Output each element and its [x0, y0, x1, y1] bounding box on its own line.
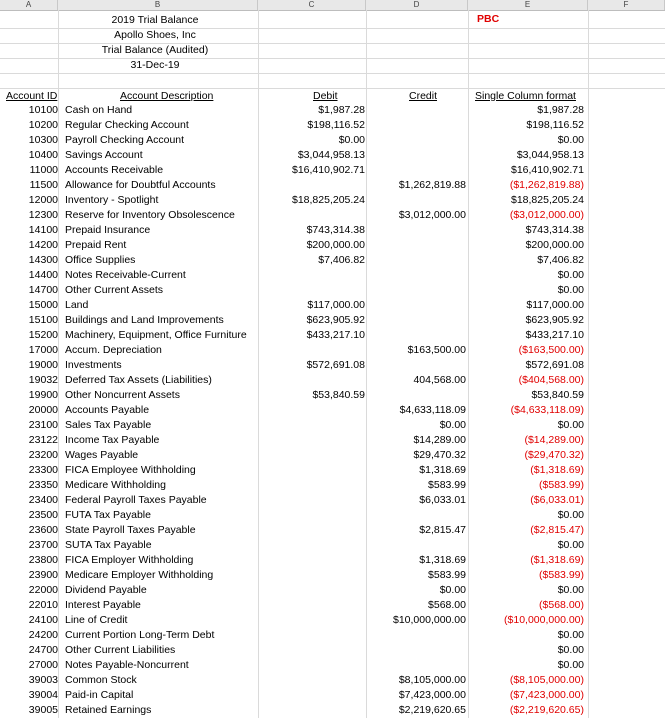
account-id-cell[interactable]: 39005 [28, 704, 58, 716]
debit-cell[interactable] [258, 178, 365, 193]
credit-cell[interactable]: 404,568.00 [413, 374, 466, 386]
table-row [0, 313, 665, 328]
column-header-f[interactable]: F [588, 0, 665, 10]
account-id-cell[interactable]: 10100 [28, 104, 58, 116]
table-row [0, 613, 665, 628]
account-id-cell[interactable]: 22000 [28, 584, 58, 596]
table-row [0, 328, 665, 343]
table-row [0, 403, 665, 418]
account-description-cell[interactable]: Sales Tax Payable [65, 419, 152, 431]
debit-cell[interactable]: $623,905.92 [306, 314, 365, 326]
report-title[interactable]: 2019 Trial Balance [111, 14, 199, 26]
account-description-cell[interactable]: Federal Payroll Taxes Payable [65, 494, 207, 506]
account-id-cell[interactable]: 23600 [28, 524, 58, 536]
debit-cell[interactable]: $572,691.08 [306, 359, 365, 371]
credit-cell[interactable] [366, 643, 466, 658]
single-column-cell[interactable]: ($4,633,118.09) [510, 404, 584, 416]
account-description-cell[interactable]: Current Portion Long-Term Debt [65, 629, 215, 641]
debit-cell[interactable] [258, 373, 365, 388]
single-column-cell[interactable]: ($1,262,819.88) [509, 179, 584, 191]
credit-cell[interactable]: $8,105,000.00 [398, 674, 466, 686]
credit-cell[interactable]: $583.99 [428, 479, 466, 491]
credit-cell[interactable]: $163,500.00 [407, 344, 466, 356]
account-description-cell[interactable]: Accounts Receivable [65, 164, 164, 176]
table-row [0, 568, 665, 583]
credit-cell[interactable]: $4,633,118.09 [399, 404, 466, 416]
debit-cell[interactable] [258, 643, 365, 658]
debit-cell[interactable] [258, 283, 365, 298]
table-row [0, 358, 665, 373]
account-description-cell[interactable]: Deferred Tax Assets (Liabilities) [65, 374, 212, 386]
credit-cell[interactable] [366, 118, 466, 133]
table-row [0, 133, 665, 148]
table-row [0, 658, 665, 673]
table-row [0, 538, 665, 553]
account-description-cell[interactable]: Other Noncurrent Assets [65, 389, 180, 401]
table-row [0, 688, 665, 703]
credit-cell[interactable]: $1,262,819.88 [398, 179, 466, 191]
account-description-cell[interactable]: Prepaid Insurance [65, 224, 151, 236]
table-row [0, 523, 665, 538]
account-description-cell[interactable]: Accounts Payable [65, 404, 150, 416]
table-row [0, 493, 665, 508]
table-row [0, 643, 665, 658]
debit-cell[interactable]: $16,410,902.71 [292, 164, 365, 176]
header-account-id[interactable]: Account ID [6, 90, 58, 102]
single-column-cell[interactable]: ($163,500.00) [518, 344, 584, 356]
debit-cell[interactable] [258, 553, 365, 568]
debit-cell[interactable]: $200,000.00 [306, 239, 365, 251]
account-description-cell[interactable]: Wages Payable [65, 449, 139, 461]
single-column-cell[interactable]: ($10,000,000.00) [504, 614, 584, 626]
account-description-cell[interactable]: Prepaid Rent [65, 239, 127, 251]
account-description-cell[interactable]: Notes Payable-Noncurrent [65, 659, 189, 671]
credit-cell[interactable] [366, 148, 466, 163]
table-row [0, 463, 665, 478]
credit-cell[interactable]: $14,289.00 [413, 434, 466, 446]
single-column-cell[interactable]: $0.00 [557, 584, 584, 596]
table-row [0, 103, 665, 118]
single-column-cell[interactable]: ($583.99) [539, 479, 584, 491]
debit-cell[interactable] [258, 538, 365, 553]
credit-cell[interactable] [366, 103, 466, 118]
single-column-cell[interactable]: ($583.99) [539, 569, 584, 581]
credit-cell[interactable] [366, 238, 466, 253]
table-row [0, 583, 665, 598]
account-description-cell[interactable]: Allowance for Doubtful Accounts [65, 179, 216, 191]
debit-cell[interactable] [258, 703, 365, 718]
debit-cell[interactable]: $53,840.59 [312, 389, 365, 401]
credit-cell[interactable]: $1,318.69 [419, 464, 466, 476]
debit-cell[interactable] [258, 508, 365, 523]
account-id-cell[interactable]: 10400 [28, 149, 58, 161]
account-id-cell[interactable]: 23900 [28, 569, 58, 581]
debit-cell[interactable] [258, 613, 365, 628]
account-description-cell[interactable]: Medicare Withholding [65, 479, 166, 491]
account-description-cell[interactable]: Payroll Checking Account [65, 134, 185, 146]
single-column-cell[interactable]: $0.00 [557, 269, 584, 281]
debit-cell[interactable] [258, 403, 365, 418]
table-row [0, 478, 665, 493]
account-description-cell[interactable]: Office Supplies [65, 254, 136, 266]
credit-cell[interactable] [366, 313, 466, 328]
debit-cell[interactable] [258, 583, 365, 598]
debit-cell[interactable]: $0.00 [338, 134, 365, 146]
account-id-cell[interactable]: 12300 [28, 209, 58, 221]
table-row [0, 163, 665, 178]
account-description-cell[interactable]: Inventory - Spotlight [65, 194, 159, 206]
account-id-cell[interactable]: 14100 [28, 224, 58, 236]
account-description-cell[interactable]: Other Current Assets [65, 284, 164, 296]
single-column-cell[interactable]: $0.00 [557, 134, 584, 146]
table-row [0, 418, 665, 433]
credit-cell[interactable]: $583.99 [428, 569, 466, 581]
account-id-cell[interactable]: 39004 [28, 689, 58, 701]
header-debit[interactable]: Debit [313, 90, 338, 102]
single-column-cell[interactable]: $53,840.59 [531, 389, 584, 401]
credit-cell[interactable] [366, 508, 466, 523]
debit-cell[interactable]: $198,116.52 [307, 119, 365, 131]
single-column-cell[interactable]: $433,217.10 [525, 329, 584, 341]
credit-cell[interactable]: $568.00 [428, 599, 466, 611]
account-id-cell[interactable]: 23800 [28, 554, 58, 566]
credit-cell[interactable] [366, 658, 466, 673]
debit-cell[interactable] [258, 478, 365, 493]
credit-cell[interactable] [366, 223, 466, 238]
single-column-cell[interactable]: $0.00 [557, 284, 584, 296]
account-id-cell[interactable]: 22010 [28, 599, 58, 611]
account-id-cell[interactable]: 19900 [28, 389, 58, 401]
account-id-cell[interactable]: 10200 [28, 119, 58, 131]
single-column-cell[interactable]: $0.00 [557, 539, 584, 551]
debit-cell[interactable] [258, 463, 365, 478]
table-row [0, 268, 665, 283]
account-description-cell[interactable]: Accum. Depreciation [65, 344, 162, 356]
debit-cell[interactable]: $743,314.38 [306, 224, 365, 236]
header-credit[interactable]: Credit [409, 90, 438, 102]
debit-cell[interactable] [258, 628, 365, 643]
report-date[interactable]: 31-Dec-19 [130, 59, 180, 71]
table-row [0, 208, 665, 223]
credit-cell[interactable] [366, 538, 466, 553]
credit-cell[interactable] [366, 298, 466, 313]
account-id-cell[interactable]: 23350 [28, 479, 58, 491]
credit-cell[interactable] [366, 628, 466, 643]
credit-cell[interactable]: $2,219,620.65 [398, 704, 466, 716]
credit-cell[interactable] [366, 268, 466, 283]
single-column-cell[interactable]: $7,406.82 [537, 254, 584, 266]
debit-cell[interactable] [258, 598, 365, 613]
debit-cell[interactable] [258, 658, 365, 673]
single-column-cell[interactable]: $117,000.00 [526, 299, 584, 311]
single-column-cell[interactable]: $18,825,205.24 [511, 194, 584, 206]
table-row [0, 373, 665, 388]
credit-cell[interactable] [366, 163, 466, 178]
credit-cell[interactable] [366, 328, 466, 343]
account-description-cell[interactable]: FUTA Tax Payable [65, 509, 151, 521]
single-column-cell[interactable]: ($3,012,000.00) [509, 209, 584, 221]
single-column-cell[interactable]: $200,000.00 [525, 239, 584, 251]
table-row [0, 448, 665, 463]
account-id-cell[interactable]: 17000 [28, 344, 58, 356]
account-id-cell[interactable]: 14400 [28, 269, 58, 281]
account-id-cell[interactable]: 23400 [28, 494, 58, 506]
debit-cell[interactable]: $1,987.28 [318, 104, 365, 116]
account-description-cell[interactable]: Land [65, 299, 89, 311]
account-id-cell[interactable]: 15200 [28, 329, 58, 341]
header-single-column[interactable]: Single Column format [475, 90, 576, 102]
table-row [0, 673, 665, 688]
credit-cell[interactable]: $0.00 [439, 584, 466, 596]
account-id-cell[interactable]: 23700 [28, 539, 58, 551]
table-row [0, 193, 665, 208]
table-row [0, 343, 665, 358]
account-id-cell[interactable]: 12000 [28, 194, 58, 206]
debit-cell[interactable] [258, 688, 365, 703]
credit-cell[interactable]: $7,423,000.00 [398, 689, 466, 701]
account-description-cell[interactable]: Common Stock [65, 674, 137, 686]
credit-cell[interactable] [366, 253, 466, 268]
credit-cell[interactable]: $10,000,000.00 [393, 614, 466, 626]
account-description-cell[interactable]: Regular Checking Account [65, 119, 189, 131]
report-subtitle[interactable]: Trial Balance (Audited) [101, 44, 209, 56]
debit-cell[interactable] [258, 208, 365, 223]
debit-cell[interactable]: $18,825,205.24 [292, 194, 365, 206]
column-header-a[interactable]: A [0, 0, 58, 10]
single-column-cell[interactable]: ($6,033.01) [530, 494, 584, 506]
single-column-cell[interactable]: ($7,423,000.00) [509, 689, 584, 701]
credit-cell[interactable] [366, 193, 466, 208]
debit-cell[interactable] [258, 343, 365, 358]
account-id-cell[interactable]: 20000 [28, 404, 58, 416]
debit-cell[interactable] [258, 268, 365, 283]
account-description-cell[interactable]: Retained Earnings [65, 704, 152, 716]
account-description-cell[interactable]: FICA Employee Withholding [65, 464, 196, 476]
column-header-e[interactable]: E [468, 0, 588, 10]
debit-cell[interactable]: $7,406.82 [318, 254, 365, 266]
account-id-cell[interactable]: 15100 [28, 314, 58, 326]
single-column-cell[interactable]: ($1,318.69) [530, 554, 584, 566]
account-description-cell[interactable]: Notes Receivable-Current [65, 269, 186, 281]
debit-cell[interactable]: $3,044,958.13 [297, 149, 365, 161]
single-column-cell[interactable]: $0.00 [557, 509, 584, 521]
column-header-bar [0, 0, 665, 11]
account-id-cell[interactable]: 27000 [28, 659, 58, 671]
account-id-cell[interactable]: 10300 [28, 134, 58, 146]
account-description-cell[interactable]: State Payroll Taxes Payable [65, 524, 196, 536]
account-description-cell[interactable]: Cash on Hand [65, 104, 133, 116]
account-id-cell[interactable]: 11500 [29, 179, 58, 191]
account-description-cell[interactable]: Investments [65, 359, 122, 371]
account-id-cell[interactable]: 14200 [28, 239, 58, 251]
gridline [0, 73, 665, 74]
table-row [0, 553, 665, 568]
account-id-cell[interactable]: 19032 [28, 374, 58, 386]
credit-cell[interactable]: $6,033.01 [419, 494, 466, 506]
debit-cell[interactable] [258, 448, 365, 463]
account-id-cell[interactable]: 23300 [28, 464, 58, 476]
single-column-cell[interactable]: ($29,470.32) [524, 449, 584, 461]
account-description-cell[interactable]: SUTA Tax Payable [65, 539, 152, 551]
account-id-cell[interactable]: 24200 [28, 629, 58, 641]
account-id-cell[interactable]: 39003 [28, 674, 58, 686]
single-column-cell[interactable]: $0.00 [557, 419, 584, 431]
single-column-cell[interactable]: ($14,289.00) [524, 434, 584, 446]
debit-cell[interactable] [258, 493, 365, 508]
account-id-cell[interactable]: 14700 [28, 284, 58, 296]
table-row [0, 628, 665, 643]
credit-cell[interactable]: $2,815.47 [419, 524, 466, 536]
single-column-cell[interactable]: ($404,568.00) [518, 374, 584, 386]
credit-cell[interactable]: $29,470.32 [413, 449, 466, 461]
debit-cell[interactable] [258, 568, 365, 583]
debit-cell[interactable]: $433,217.10 [306, 329, 365, 341]
account-description-cell[interactable]: Income Tax Payable [65, 434, 160, 446]
account-description-cell[interactable]: Reserve for Inventory Obsolescence [65, 209, 235, 221]
account-id-cell[interactable]: 24700 [28, 644, 58, 656]
account-id-cell[interactable]: 14300 [28, 254, 58, 266]
debit-cell[interactable] [258, 673, 365, 688]
debit-cell[interactable]: $117,000.00 [307, 299, 365, 311]
account-id-cell[interactable]: 24100 [28, 614, 58, 626]
pbc-label[interactable]: PBC [477, 13, 500, 25]
account-description-cell[interactable]: Buildings and Land Improvements [65, 314, 224, 326]
table-row [0, 298, 665, 313]
table-row [0, 433, 665, 448]
account-description-cell[interactable]: Machinery, Equipment, Office Furniture [65, 329, 247, 341]
account-description-cell[interactable]: Line of Credit [65, 614, 128, 626]
column-header-b[interactable]: B [58, 0, 258, 10]
table-row [0, 253, 665, 268]
single-column-cell[interactable]: $3,044,958.13 [516, 149, 584, 161]
account-description-cell[interactable]: Dividend Payable [65, 584, 147, 596]
single-column-cell[interactable]: $198,116.52 [526, 119, 584, 131]
credit-cell[interactable]: $3,012,000.00 [398, 209, 466, 221]
single-column-cell[interactable]: ($2,815.47) [530, 524, 584, 536]
credit-cell[interactable] [366, 283, 466, 298]
account-description-cell[interactable]: Other Current Liabilities [65, 644, 176, 656]
table-row [0, 703, 665, 718]
account-id-cell[interactable]: 15000 [28, 299, 58, 311]
account-id-cell[interactable]: 23122 [28, 434, 58, 446]
single-column-cell[interactable]: $1,987.28 [537, 104, 584, 116]
credit-cell[interactable] [366, 358, 466, 373]
debit-cell[interactable] [258, 433, 365, 448]
single-column-cell[interactable]: $0.00 [557, 659, 584, 671]
single-column-cell[interactable]: $16,410,902.71 [511, 164, 584, 176]
table-row [0, 508, 665, 523]
debit-cell[interactable] [258, 523, 365, 538]
single-column-cell[interactable]: ($568.00) [539, 599, 584, 611]
single-column-cell[interactable]: $743,314.38 [525, 224, 584, 236]
credit-cell[interactable] [366, 388, 466, 403]
single-column-cell[interactable]: $0.00 [557, 629, 584, 641]
column-header-c[interactable]: C [258, 0, 366, 10]
single-column-cell[interactable]: $572,691.08 [525, 359, 584, 371]
account-id-cell[interactable]: 19000 [28, 359, 58, 371]
account-description-cell[interactable]: FICA Employer Withholding [65, 554, 194, 566]
single-column-cell[interactable]: ($2,219,620.65) [509, 704, 584, 716]
header-account-description[interactable]: Account Description [120, 90, 214, 102]
account-id-cell[interactable]: 23100 [28, 419, 58, 431]
table-row [0, 238, 665, 253]
single-column-cell[interactable]: $0.00 [557, 644, 584, 656]
debit-cell[interactable] [258, 418, 365, 433]
single-column-cell[interactable]: ($1,318.69) [530, 464, 584, 476]
account-description-cell[interactable]: Paid-in Capital [65, 689, 134, 701]
table-row [0, 118, 665, 133]
account-description-cell[interactable]: Interest Payable [65, 599, 141, 611]
single-column-cell[interactable]: $623,905.92 [525, 314, 584, 326]
table-row [0, 598, 665, 613]
column-header-d[interactable]: D [366, 0, 468, 10]
account-id-cell[interactable]: 11000 [29, 164, 58, 176]
account-description-cell[interactable]: Savings Account [65, 149, 143, 161]
credit-cell[interactable] [366, 133, 466, 148]
table-row [0, 223, 665, 238]
table-row [0, 148, 665, 163]
account-id-cell[interactable]: 23500 [28, 509, 58, 521]
account-description-cell[interactable]: Medicare Employer Withholding [65, 569, 214, 581]
company-name[interactable]: Apollo Shoes, Inc [114, 29, 196, 41]
credit-cell[interactable]: $0.00 [439, 419, 466, 431]
table-row [0, 178, 665, 193]
table-row [0, 283, 665, 298]
credit-cell[interactable]: $1,318.69 [419, 554, 466, 566]
single-column-cell[interactable]: ($8,105,000.00) [509, 674, 584, 686]
table-row [0, 388, 665, 403]
account-id-cell[interactable]: 23200 [28, 449, 58, 461]
